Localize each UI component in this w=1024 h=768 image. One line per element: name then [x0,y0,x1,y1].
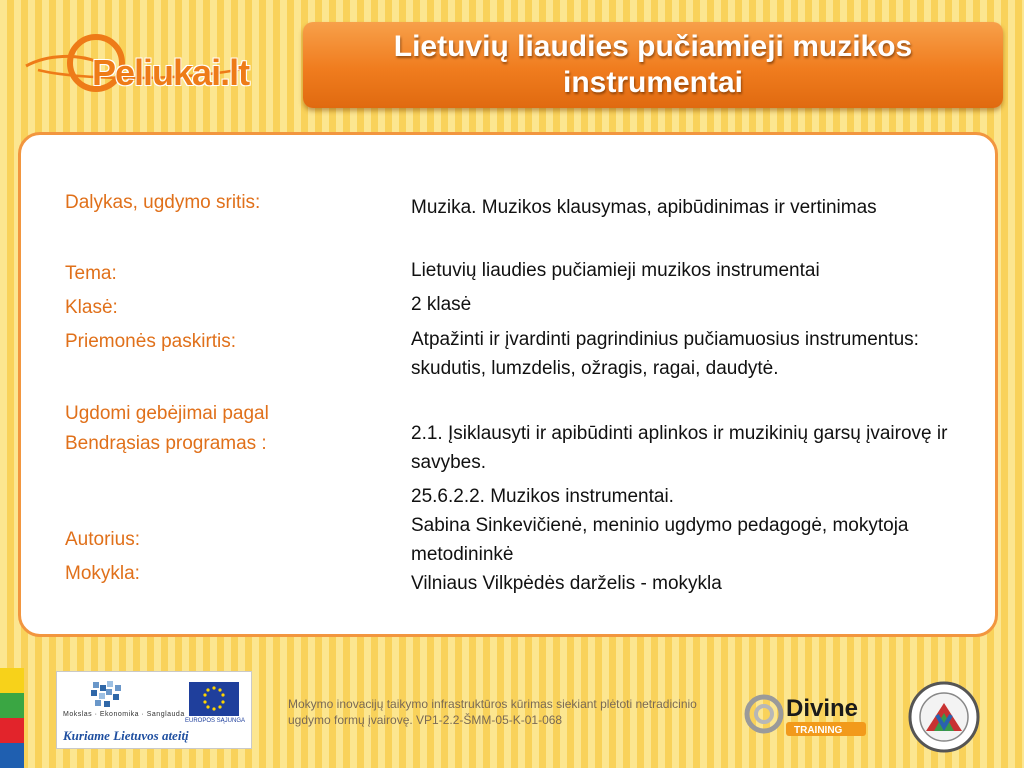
page-title: Lietuvių liaudies pučiamieji muzikos instrumentai [393,30,913,99]
label-subject: Dalykas, ugdymo sritis: [65,192,261,213]
logo-text: Peliukai.lt [92,52,250,93]
info-card [18,132,998,637]
value-topic: Lietuvių liaudies pučiamieji muzikos instrumentai [411,260,820,281]
value-purpose: Atpažinti ir įvardinti pagrindinius pučiamuosius instrumentus: skudutis, lumzdelis, ožragis, ragai, daudytė. [411,329,919,379]
divine-swirl-icon [744,684,870,742]
eu-funding-logo [56,671,252,749]
title-banner [303,22,1003,108]
eu-flag-icon [189,682,239,716]
value-author: Sabina Sinkevičienė, meninio ugdymo pedagogė, mokytoja metodininkė [411,515,909,565]
label-topic: Tema: [65,263,117,284]
label-purpose: Priemonės paskirtis: [65,331,237,352]
label-grade: Klasė: [65,297,118,318]
eu-flag-text: EUROPOS SĄJUNGA [184,718,245,724]
label-skills: Ugdomi gebėjimai pagal Bendrąsias programas : [65,403,269,454]
svg-text:Divine: Divine [786,695,859,722]
mosaic-icon [89,680,129,710]
value-school: Vilniaus Vilkpėdės darželis - mokykla [411,573,722,594]
program-description: Mokymo inovacijų taikymo infrastruktūros kūrimas siekiant plėtoti netradicinio ugdymo formų įvairovę. VP1-2.2-ŠMM-05-K-01-068 [288,697,697,727]
svg-text:TRAINING: TRAINING [794,725,843,736]
value-skills-extra: 25.6.2.2. Muzikos instrumentai. [411,486,674,507]
school-emblem-icon [904,679,984,755]
label-school: Mokykla: [65,563,140,584]
value-grade: 2 klasė [411,294,472,315]
label-author: Autorius: [65,529,140,550]
value-subject: Muzika. Muzikos klausymas, apibūdinimas ir vertinimas [411,197,877,218]
eu-slogan: Kuriame Lietuvos ateitį [63,728,189,743]
divine-training-logo [744,684,870,742]
eu-left-text: Mokslas · Ekonomika · Sanglauda [63,711,185,718]
value-skills: 2.1. Įsiklausyti ir apibūdinti aplinkos ir muzikinių garsų įvairovę ir savybes. [411,423,948,473]
peliukai-logo[interactable] [18,18,288,108]
footer-color-bar [0,668,24,768]
